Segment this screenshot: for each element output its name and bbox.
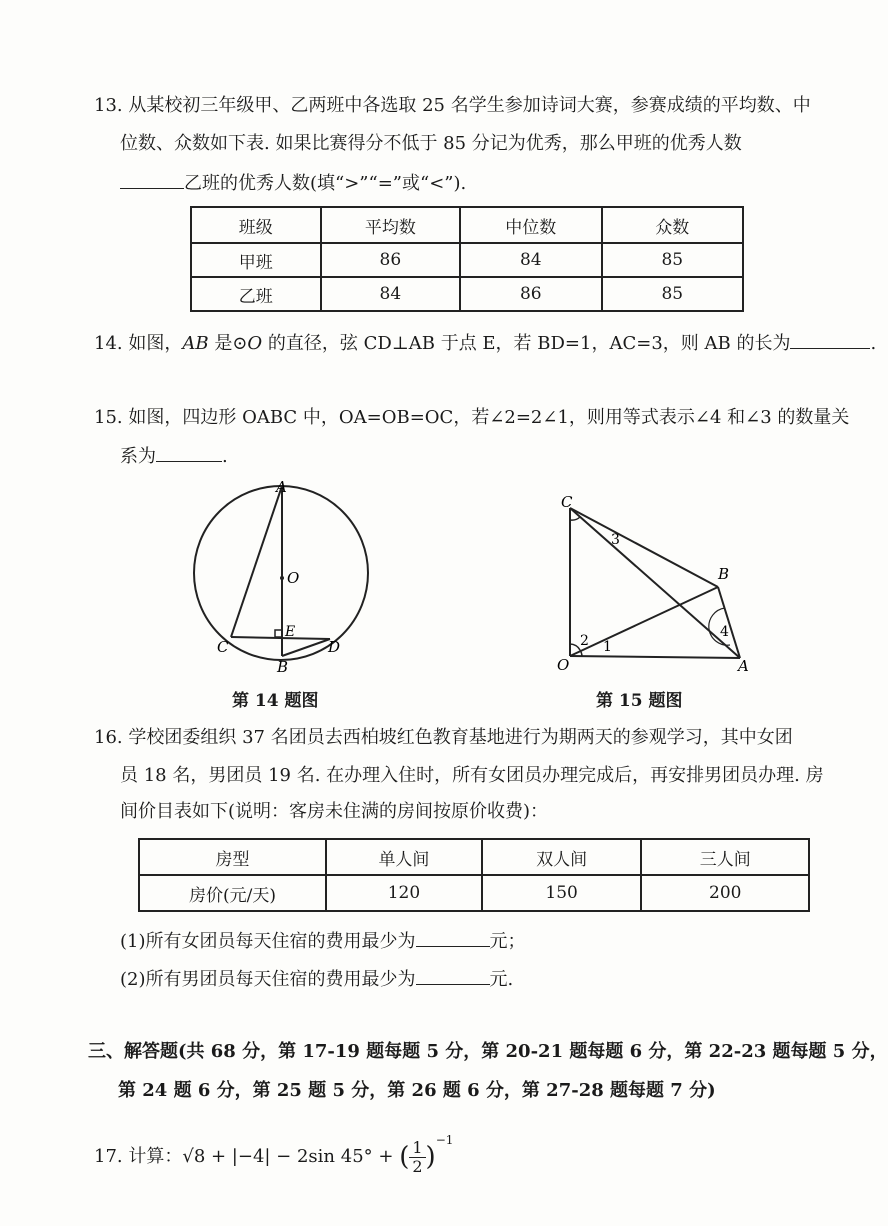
fig14-label-a: A [276,478,287,496]
q17-exponent: −1 [435,1133,454,1147]
fig15-segment-cb [570,508,718,587]
q17-left-paren: ( [399,1142,410,1172]
q14-ab: AB [182,333,209,354]
q16-th-triple: 三人间 [641,839,809,875]
q16-sub2-blank[interactable] [416,966,490,985]
fig14-label-o: O [287,569,300,587]
q14-answer-blank[interactable] [790,330,870,349]
fig15-label-angle3: 3 [611,532,620,548]
q14-line [94,330,876,356]
fig15-angle2-arc [570,644,580,650]
table-cell: 86 [321,243,460,277]
fig14-chord-ac [231,486,282,637]
q13-line1: 13. 从某校初三年级甲、乙两班中各选取 25 名学生参加诗词大赛，参赛成绩的平均数、中 [94,95,811,116]
fig14-chord-bd [282,639,330,656]
q14-text-end: . [870,333,877,354]
q14-text-a: 14. 如图， [94,333,183,354]
q15-end: . [222,446,228,467]
q16-line3: 间价目表如下(说明：客房未住满的房间按原价收费)： [120,801,549,822]
q15-answer-blank[interactable] [156,443,222,462]
fig15-angle3-arc [570,517,580,520]
q16-sub1-blank[interactable] [416,928,490,947]
fig14-caption: 第 14 题图 [232,691,319,711]
q17-fraction [409,1139,425,1176]
q13-th-mode: 众数 [602,207,743,243]
q17-prefix: 17. 计算：√8 + |−4| − 2sin 45° + [94,1146,400,1167]
fig15-label-angle2: 2 [580,633,589,649]
q16-sub1-suffix: 元； [489,931,526,952]
fig14-label-c: C [217,638,229,656]
q16-sub2 [120,966,513,992]
fig15-label-angle4: 4 [720,624,729,640]
q14-text-b: 是⊙ [208,333,248,354]
table-cell: 乙班 [191,277,321,311]
q17-frac-num: 1 [409,1139,425,1158]
fig14-center-dot [280,576,284,580]
q15-line2 [120,443,228,469]
table-row [191,243,743,277]
q13-line2: 位数、众数如下表. 如果比赛得分不低于 85 分记为优秀，那么甲班的优秀人数 [120,133,742,154]
q16-line1: 16. 学校团委组织 37 名团员去西柏坡红色教育基地进行为期两天的参观学习，其中女团 [94,727,793,748]
table-cell: 甲班 [191,243,321,277]
q16-table [138,838,810,912]
table-cell: 84 [460,243,601,277]
fig15-label-b: B [718,565,730,583]
q17-right-paren: ) [425,1142,436,1172]
table-cell: 150 [482,875,642,911]
table-cell: 85 [602,277,743,311]
figure-15 [552,490,762,680]
table-cell: 84 [321,277,460,311]
q15-prefix: 系为 [120,446,156,467]
table-row [139,875,809,911]
q16-th-type: 房型 [139,839,326,875]
fig14-label-e: E [285,624,296,640]
q13-th-median: 中位数 [460,207,601,243]
q14-text-c: 的直径，弦 CD⊥AB 于点 E，若 BD=1，AC=3，则 AB 的长为 [262,333,791,354]
q13-th-mean: 平均数 [321,207,460,243]
q16-sub2-suffix: 元. [489,969,514,990]
q13-th-class: 班级 [191,207,321,243]
fig15-segment-ca [570,508,740,658]
q16-th-single: 单人间 [326,839,482,875]
fig15-segment-oa [570,656,740,658]
q15-line1: 15. 如图，四边形 OABC 中，OA=OB=OC，若∠2=2∠1，则用等式表示∠4 和∠3 的数量关 [94,407,850,428]
section3-line2: 第 24 题 6 分，第 25 题 5 分，第 26 题 6 分，第 27-28 题每题 7 分) [118,1080,716,1101]
fig15-label-o: O [557,656,570,674]
q14-o: O [247,333,263,354]
section3-line1: 三、解答题(共 68 分，第 17-19 题每题 5 分，第 20-21 题每题 6 分，第 22-23 题每题 5 分， [88,1041,888,1062]
q16-th-double: 双人间 [482,839,642,875]
fig15-label-c: C [561,493,573,511]
q13-line3 [120,170,466,196]
figure-14 [190,478,390,678]
q16-sub2-prefix: (2)所有男团员每天住宿的费用最少为 [120,969,416,990]
fig14-label-d: D [328,638,341,656]
table-cell: 房价(元/天) [139,875,326,911]
table-cell: 85 [602,243,743,277]
fig15-label-angle1: 1 [603,639,612,655]
q16-sub1-prefix: (1)所有女团员每天住宿的费用最少为 [120,931,416,952]
table-cell: 86 [460,277,601,311]
q16-sub1 [120,928,526,954]
fig15-segment-ob [570,587,718,656]
fig14-label-b: B [277,658,289,676]
fig14-right-angle-mark [275,630,282,637]
table-row [191,277,743,311]
table-cell: 120 [326,875,482,911]
fig15-label-a: A [738,657,749,675]
fig15-caption: 第 15 题图 [596,691,683,711]
q13-line3-text: 乙班的优秀人数(填“>”“=”或“<”). [184,173,467,194]
q17-frac-den: 2 [412,1156,423,1176]
q16-line2: 员 18 名，男团员 19 名. 在办理入住时，所有女团员办理完成后，再安排男团员办理. 房 [120,765,824,786]
q17-line [94,1128,453,1176]
table-cell: 200 [641,875,809,911]
q13-answer-blank[interactable] [120,170,184,189]
q13-table [190,206,744,312]
